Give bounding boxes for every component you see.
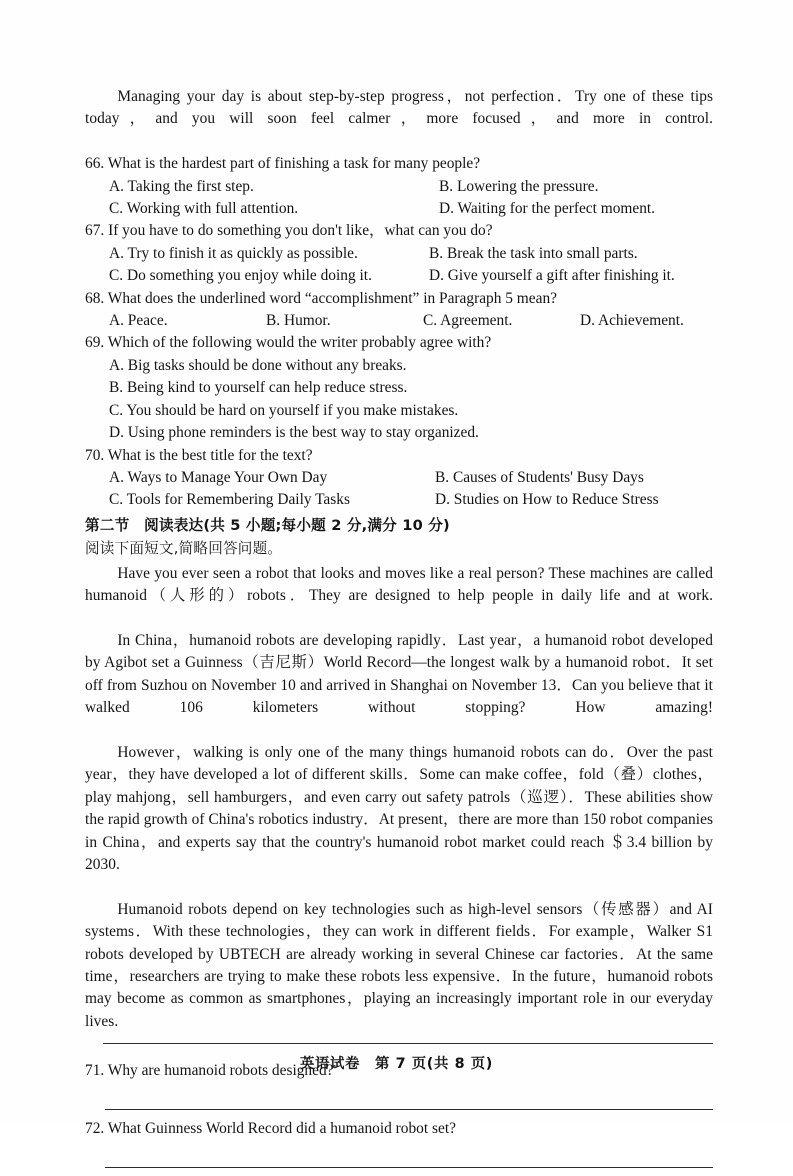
option-67-B[interactable]: B. Break the task into small parts. xyxy=(429,244,638,262)
section-two-instruction: 阅读下面短文,简略回答问题。 xyxy=(85,539,283,557)
option-70-C[interactable]: C. Tools for Remembering Daily Tasks xyxy=(109,491,350,509)
option-66-A[interactable]: A. Taking the first step. xyxy=(109,177,254,195)
page-content xyxy=(85,86,713,1176)
option-67-D[interactable]: D. Give yourself a gift after finishing it. xyxy=(429,267,675,285)
page-footer: 英语试卷 第 7 页(共 8 页) xyxy=(300,1056,493,1072)
option-69-D[interactable]: D. Using phone reminders is the best way to stay organized. xyxy=(109,424,479,442)
option-70-D[interactable]: D. Studies on How to Reduce Stress xyxy=(435,491,659,509)
question-stem-70: 70. What is the best title for the text? xyxy=(85,446,313,464)
reading-passage-tail: Managing your day is about step-by-step progress，not perfection．Try one of these tips today，and you will soon feel calmer，more focused，and more in control. xyxy=(85,88,713,128)
passage-paragraph-4: Humanoid robots depend on key technologies such as high-level sensors（传感器）and AI systems．With these technologies，they can work in different fields．For example，Walker S1 robots developed by UBTECH are already working in several Chinese car factories．At the same time，researchers are trying to make these robots less expensive．In the future，humanoid robots may become as common as smartphones，playing an increasingly important role in our everyday lives. xyxy=(85,900,713,1030)
question-stem-67: 67. If you have to do something you don't like，what can you do? xyxy=(85,222,493,240)
option-69-C[interactable]: C. You should be hard on yourself if you make mistakes. xyxy=(109,401,459,419)
option-70-B[interactable]: B. Causes of Students' Busy Days xyxy=(435,468,644,486)
option-68-A[interactable]: A. Peace. xyxy=(109,312,168,330)
option-68-B[interactable]: B. Humor. xyxy=(266,312,331,330)
question-options-70-row2 xyxy=(85,489,713,511)
option-70-A[interactable]: A. Ways to Manage Your Own Day xyxy=(109,468,328,486)
section-two-heading: 第二节 阅读表达(共 5 小题;每小题 2 分,满分 10 分) xyxy=(85,516,450,534)
option-68-D[interactable]: D. Achievement. xyxy=(580,312,684,330)
question-options-66-row2 xyxy=(85,198,713,220)
short-answer-question-71: 71. Why are humanoid robots designed? xyxy=(85,1061,334,1079)
question-options-67-row1 xyxy=(85,243,713,265)
answer-slot-71[interactable] xyxy=(85,1082,713,1118)
question-options-67-row2 xyxy=(85,265,713,287)
option-68-C[interactable]: C. Agreement. xyxy=(423,312,513,330)
footer-divider xyxy=(103,1043,713,1044)
answer-rule-71 xyxy=(105,1109,713,1110)
option-69-A[interactable]: A. Big tasks should be done without any breaks. xyxy=(109,356,407,374)
passage-paragraph-3: However，walking is only one of the many things humanoid robots can do．Over the past year，they have developed a lot of different skills．Some can make coffee，fold（叠）clothes，play mahjong，sell hamburgers，and even carry out safety patrols（巡逻）．These abilities show the rapid growth of China's robotics industry．At present，there are more than 150 robot companies in China，and experts say that the country's humanoid robot market could reach ＄3.4 billion by 2030. xyxy=(85,743,713,873)
option-66-B[interactable]: B. Lowering the pressure. xyxy=(439,177,599,195)
question-options-70-row1 xyxy=(85,467,713,489)
option-66-C[interactable]: C. Working with full attention. xyxy=(109,200,299,218)
passage-paragraph-2: In China，humanoid robots are developing rapidly．Last year，a humanoid robot developed by Agibot set a Guinness（吉尼斯）World Record—the longest walk by a humanoid robot．It set off from Suzhou on November 10 and arrived in Shanghai on November 13．Can you believe that it walked 106 kilometers without stopping? How amazing! xyxy=(85,631,713,717)
option-69-B[interactable]: B. Being kind to yourself can help reduce stress. xyxy=(109,379,408,397)
question-stem-68: 68. What does the underlined word “accomplishment” in Paragraph 5 mean? xyxy=(85,289,557,307)
option-66-D[interactable]: D. Waiting for the perfect moment. xyxy=(439,200,656,218)
option-67-A[interactable]: A. Try to finish it as quickly as possible. xyxy=(109,244,358,262)
answer-slot-72[interactable] xyxy=(85,1140,713,1176)
option-67-C[interactable]: C. Do something you enjoy while doing it. xyxy=(109,267,372,285)
question-options-66-row1 xyxy=(85,176,713,198)
passage-paragraph-1: Have you ever seen a robot that looks and moves like a real person? These machines are called humanoid（人形的）robots．They are designed to help people in daily life and at work. xyxy=(85,564,713,605)
question-stem-66: 66. What is the hardest part of finishing a task for many people? xyxy=(85,155,481,173)
question-stem-69: 69. Which of the following would the writer probably agree with? xyxy=(85,334,492,352)
answer-rule-72 xyxy=(105,1167,713,1168)
short-answer-question-72: 72. What Guinness World Record did a humanoid robot set? xyxy=(85,1120,456,1138)
question-options-68-row1 xyxy=(85,310,713,332)
